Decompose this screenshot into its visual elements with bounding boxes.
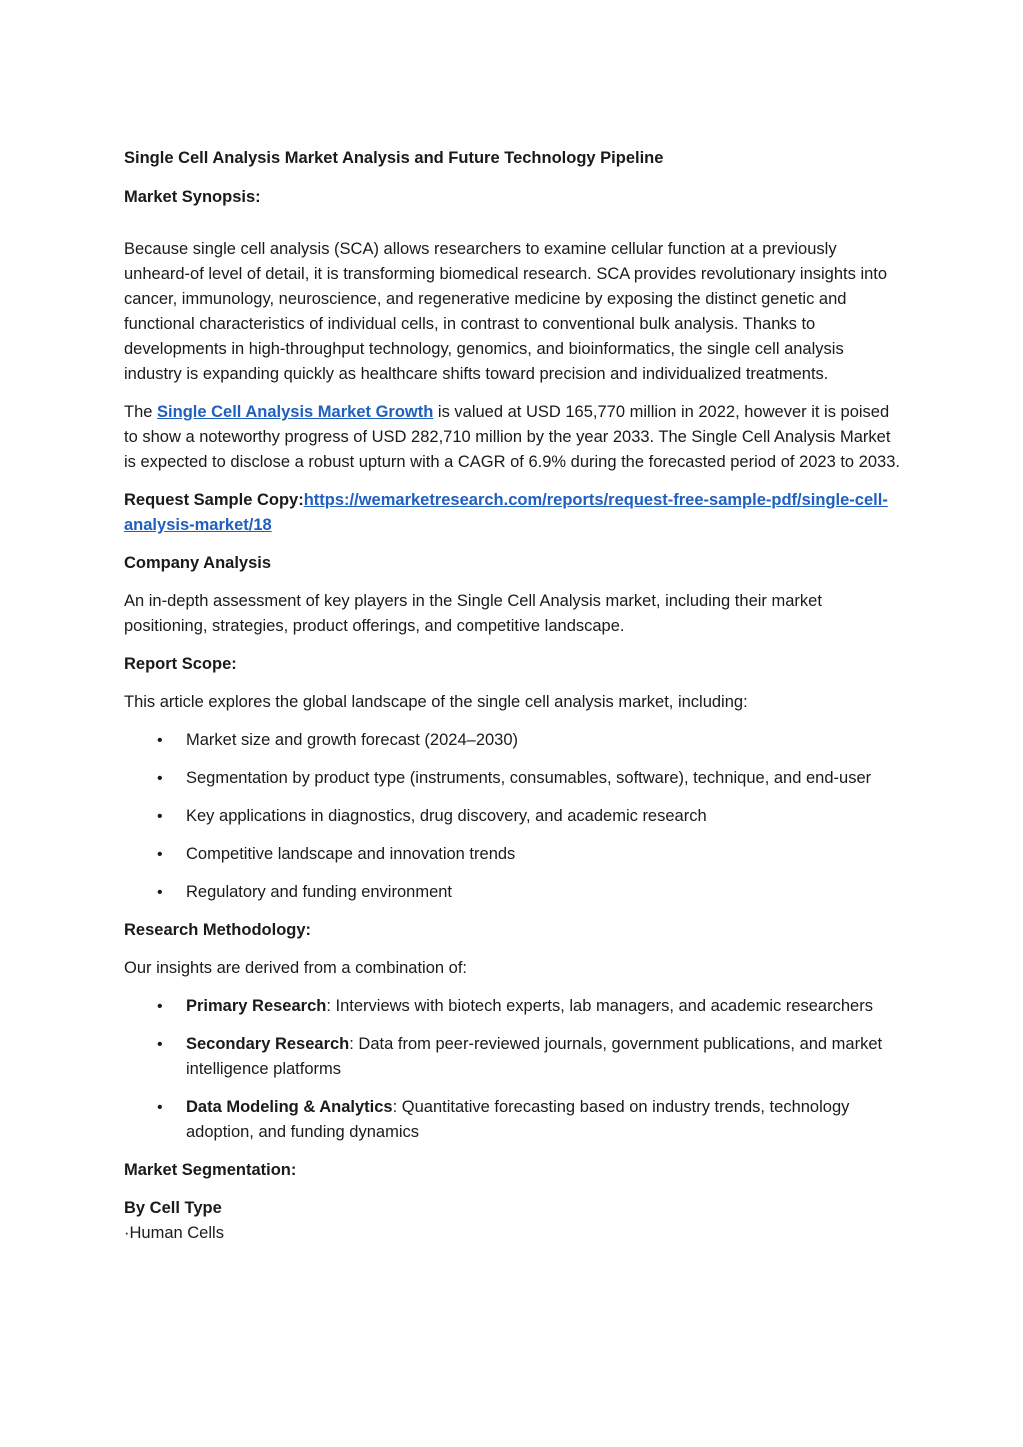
scope-heading: Report Scope:	[124, 655, 237, 673]
bullet-icon: •	[157, 808, 163, 825]
methodology-list	[124, 994, 900, 1145]
synopsis-paragraph: Because single cell analysis (SCA) allows researchers to examine cellular function at a previously unheard-of level of detail, it is transforming biomedical research. SCA provides revolutionary insights into cancer, immunology, neuroscience, and regenerative medicine by exposing the distinct genetic and functional characteristics of individual cells, in contrast to conventional bulk analysis. Thanks to developments in high-throughput technology, genomics, and bioinformatics, the single cell analysis industry is expanding quickly as healthcare shifts toward precision and individualized treatments.	[124, 240, 888, 383]
segmentation-heading: Market Segmentation:	[124, 1161, 297, 1179]
method-item-text: : Data from peer-reviewed journals, government publications, and market intelligence platforms	[186, 1035, 883, 1078]
growth-prefix: The	[124, 403, 158, 421]
company-paragraph: An in-depth assessment of key players in the Single Cell Analysis market, including their market positioning, strategies, product offerings, and competitive landscape.	[124, 592, 822, 635]
scope-item-text: Competitive landscape and innovation trends	[186, 845, 516, 863]
request-sample-line	[124, 488, 900, 538]
list-item	[124, 804, 900, 829]
bullet-icon: •	[157, 846, 163, 863]
scope-item-text: Market size and growth forecast (2024–2030)	[186, 731, 519, 749]
method-item-text: : Interviews with biotech experts, lab managers, and academic researchers	[326, 997, 873, 1015]
method-item-text: : Quantitative forecasting based on industry trends, technology adoption, and funding dynamics	[186, 1098, 850, 1141]
company-heading: Company Analysis	[124, 554, 272, 572]
list-item	[124, 766, 900, 791]
bullet-icon: •	[157, 884, 163, 901]
market-growth-link[interactable]: Single Cell Analysis Market Growth	[157, 403, 434, 421]
scope-item-text: Key applications in diagnostics, drug discovery, and academic research	[186, 807, 707, 825]
methodology-heading: Research Methodology:	[124, 921, 312, 939]
scope-list	[124, 728, 900, 905]
synopsis-heading: Market Synopsis:	[124, 188, 261, 206]
list-item	[124, 994, 900, 1019]
scope-item-text: Regulatory and funding environment	[186, 883, 453, 901]
method-item-title: Secondary Research	[186, 1035, 350, 1053]
list-item	[124, 1095, 900, 1145]
method-item-title: Data Modeling & Analytics	[186, 1098, 393, 1116]
growth-suffix: is valued at USD 165,770 million in 2022, however it is poised to show a noteworthy progress of USD 282,710 million by the year 2033. The Single Cell Analysis Market is expected to disclose a robust upturn with a CAGR of 6.9% during the forecasted period of 2023 to 2033.	[124, 403, 900, 471]
growth-paragraph	[124, 400, 900, 475]
document-title: Single Cell Analysis Market Analysis and Future Technology Pipeline	[124, 149, 664, 167]
document-page	[124, 146, 900, 1246]
bullet-icon: •	[157, 998, 163, 1015]
bullet-icon: •	[157, 1036, 163, 1053]
segmentation-subheading: By Cell Type	[124, 1199, 222, 1217]
bullet-icon: •	[157, 1099, 163, 1116]
bullet-icon: •	[157, 770, 163, 787]
methodology-intro: Our insights are derived from a combination of:	[124, 959, 467, 977]
scope-item-text: Segmentation by product type (instruments, consumables, software), technique, and end-user	[186, 769, 872, 787]
request-sample-link[interactable]: https://wemarketresearch.com/reports/request-free-sample-pdf/single-cell-analysis-market/18	[124, 491, 888, 534]
list-item	[124, 1032, 900, 1082]
request-sample-label: Request Sample Copy:	[124, 491, 304, 509]
list-item	[124, 728, 900, 753]
segmentation-item: ·Human Cells	[124, 1224, 224, 1242]
bullet-icon: •	[157, 732, 163, 749]
scope-intro: This article explores the global landscape of the single cell analysis market, including:	[124, 693, 748, 711]
list-item	[124, 880, 900, 905]
method-item-title: Primary Research	[186, 997, 327, 1015]
list-item	[124, 842, 900, 867]
